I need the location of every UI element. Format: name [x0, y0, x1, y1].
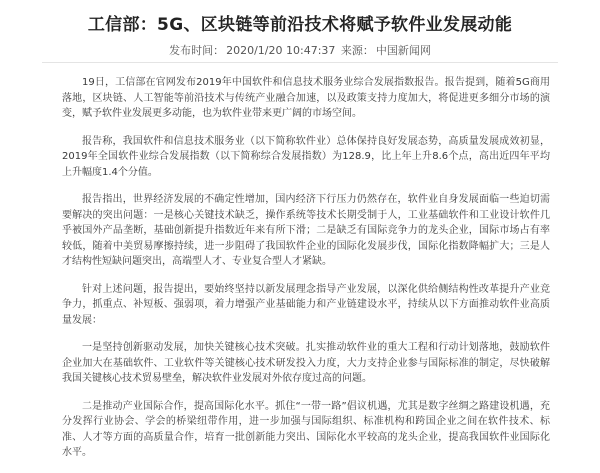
article-title: 工信部：5G、区块链等前沿技术将赋予软件业发展动能: [87, 15, 513, 35]
article-body: [62, 75, 550, 473]
publish-time: 2020/1/20 10:47:37: [226, 44, 336, 57]
source-label: 来源：: [340, 44, 374, 57]
paragraph: 报告称，我国软件和信息技术服务业（以下简称软件业）总体保持良好发展态势，高质量发展成效初显，2019年全国软件业综合发展指数（以下简称综合发展指数）为128.9，比上年上升8.6个点，高出近四年平均上升幅度1.4个分值。: [62, 135, 550, 178]
paragraph: 报告指出，世界经济发展的不确定性增加，国内经济下行压力仍然存在，软件业自身发展面临一些迫切需要解决的突出问题：一是核心关键技术缺乏，操作系统等技术长期受制于人，工业基础软件和工业设计软件几乎被国外产品垄断，基础创新提升指数近年来有所下滑；二是缺乏有国际竞争力的龙头企业，国际市场占有率较低，随着中美贸易摩擦持续，进一步阻碍了我国软件企业的国际化发展步伐，国际化指数降幅扩大；三是人才结构性短缺问题突出，高端型人才、专业复合型人才紧缺。: [62, 194, 550, 267]
paragraph: 一是坚持创新驱动发展，加快关键核心技术突破。扎实推动软件业的重大工程和行动计划落地，鼓励软件企业加大在基础软件、工业软件等关键核心技术研发投入力度，大力支持企业参与国际标准的制定，尽快破解我国关键核心技术贸易壁垒，解决软件业发展对外依存度过高的问题。: [62, 342, 550, 384]
title-divider: [42, 62, 558, 63]
paragraph: 二是推动产业国际合作，提高国际化水平。抓住“一带一路”倡议机遇，尤其是数字丝绸之路建设机遇，充分发挥行业协会、学会的桥梁纽带作用，进一步加强与国际组织、标准机构和跨国企业之间在软件技术、标准、人才等方面的高质量合作，培育一批创新能力突出、国际化水平较高的龙头企业，提高我国软件业国际化水平。: [62, 400, 550, 458]
paragraph: 19日，工信部在官网发布2019年中国软件和信息技术服务业综合发展指数报告。报告提到，随着5G商用落地，区块链、人工智能等前沿技术与传统产业融合加速，以及政策支持力度加大，将促进更多细分市场的演变，赋予软件业发展更多动能，也为软件业带来更广阔的市场空间。: [62, 77, 550, 119]
article-meta: [0, 42, 600, 58]
publish-time-label: 发布时间：: [169, 44, 225, 57]
paragraph: 针对上述问题，报告提出，要始终坚持以新发展理念指导产业发展，以深化供给侧结构性改革提升产业竞争力，抓重点、补短板、强弱项，着力增强产业基础能力和产业链建设水平，持续从以下方面推动软件业高质量发展：: [62, 283, 550, 326]
source-name: 中国新闻网: [375, 44, 431, 57]
